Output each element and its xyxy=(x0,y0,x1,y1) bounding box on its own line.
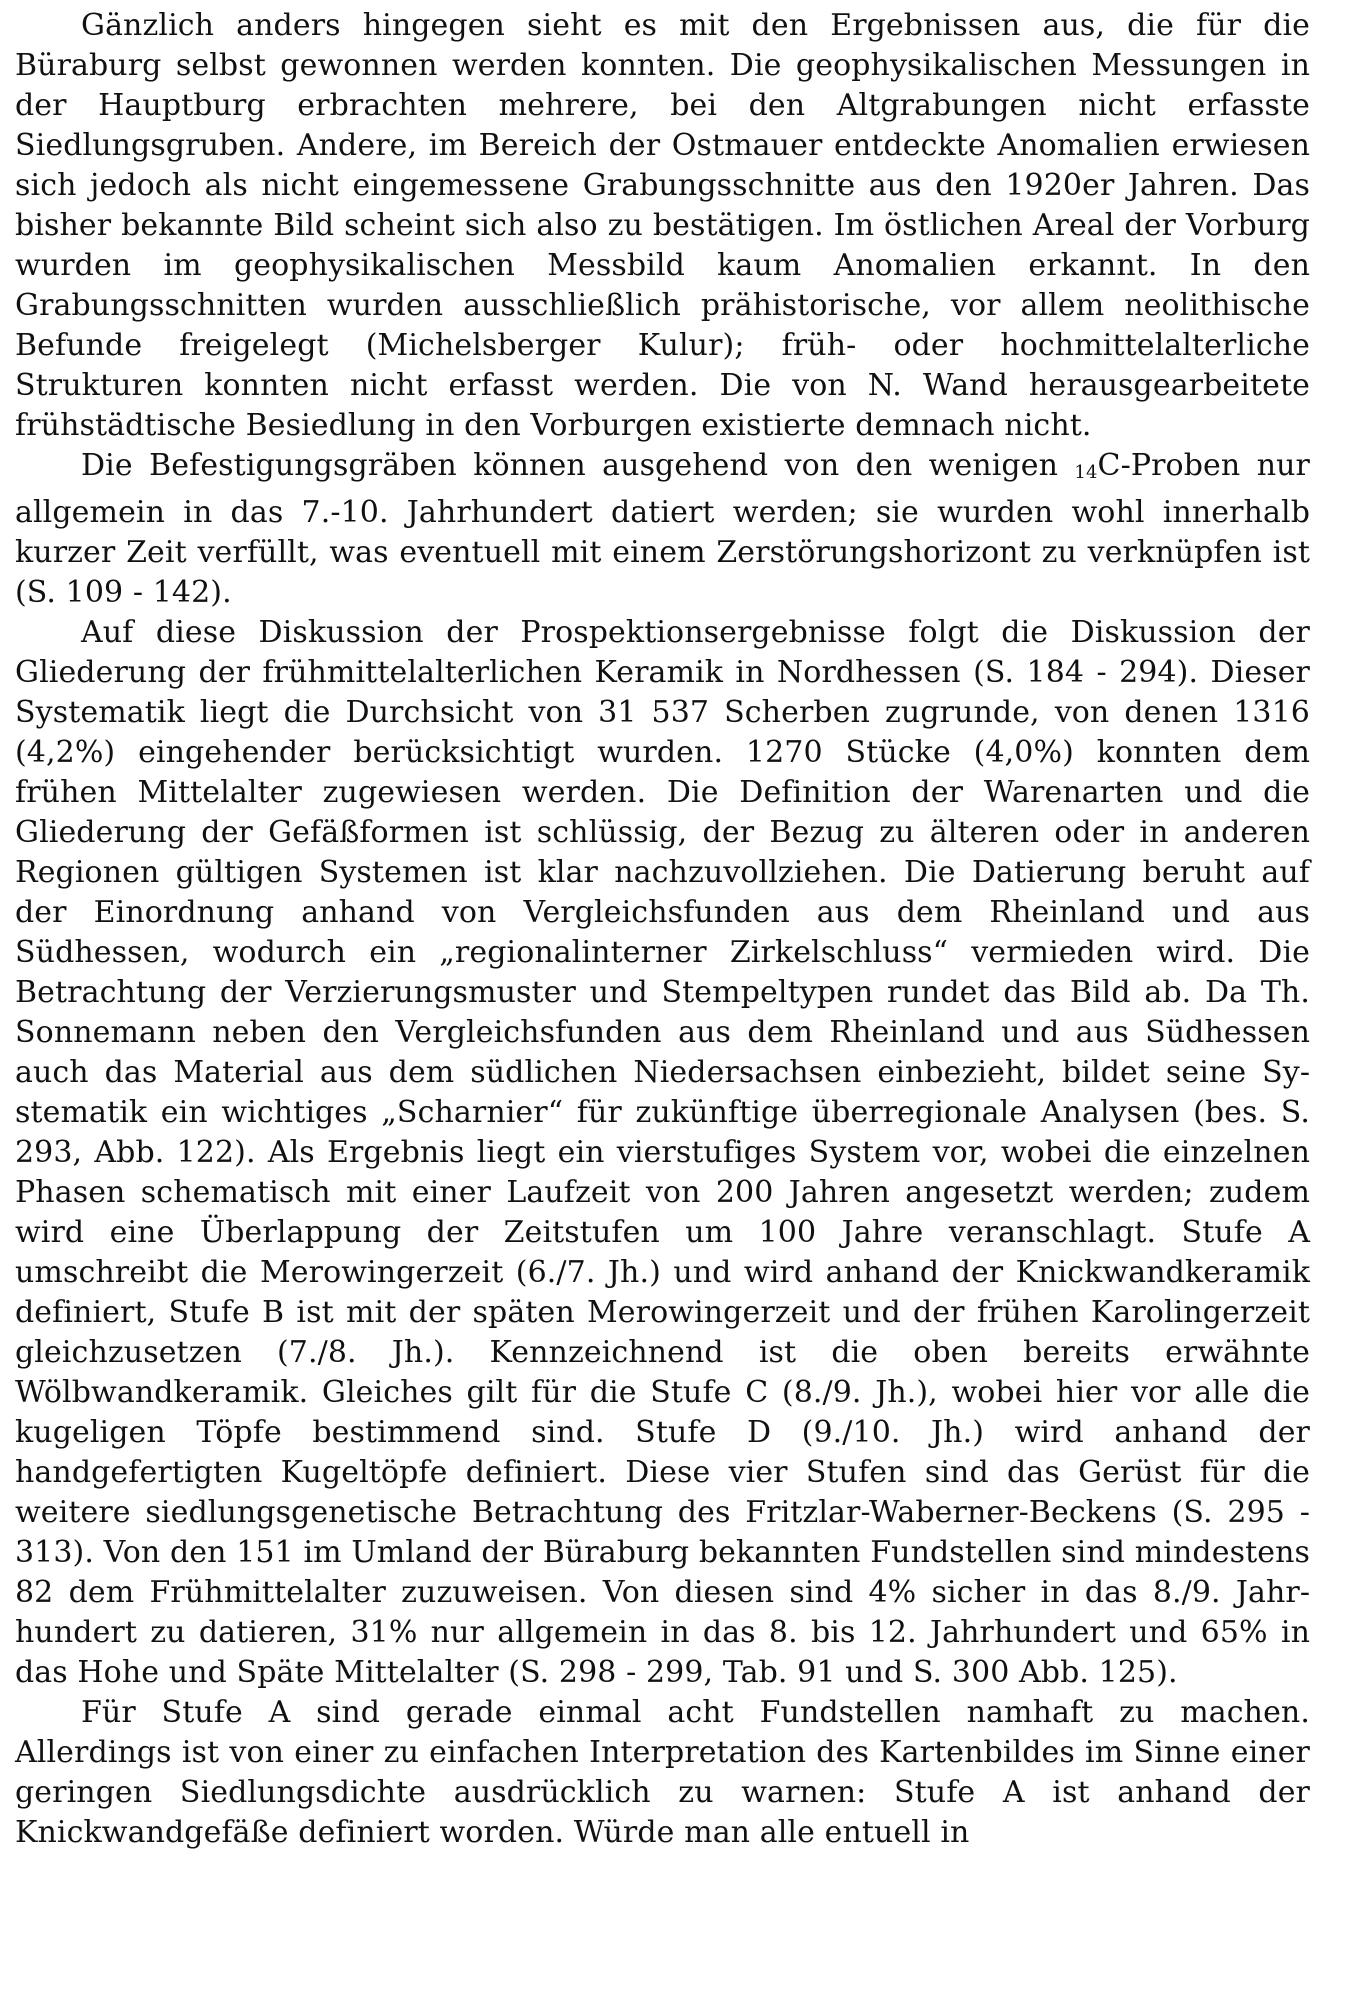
paragraph-1: Gänzlich anders hingegen sieht es mit den Ergebnissen aus, die für die Büraburg selbst gewonnen werden konnten. Die geophysikalischen Messungen in der Hauptburg erbrachten mehrere, bei den Altgrabungen nicht erfasste Siedlungsgruben. Andere, im Bereich der Ostmauer entdeckte Anomalien erwiesen sich jedoch als nicht eingemessene Grabungsschnitte aus den 1920er Jahren. Das bisher bekannte Bild scheint sich also zu bestätigen. Im östlichen Areal der Vorburg wurden im geophysikalischen Messbild kaum Anomalien erkannt. In den Grabungsschnitten wurden ausschließlich prähistorische, vor allem neolithische Befunde freigelegt (Michelsberger Kulur); früh- oder hochmittelalterliche Strukturen konnten nicht erfasst werden. Die von N. Wand herausgearbeitete frühstädtische Besiedlung in den Vorburgen existierte demnach nicht. xyxy=(15,8,1310,443)
document-page xyxy=(15,6,1310,1853)
paragraph-2-subscript: 14 xyxy=(1074,462,1098,483)
paragraph-4: Für Stufe A sind gerade einmal acht Fundstellen namhaft zu machen. Allerdings ist von einer zu einfachen Interpretation des Kartenbildes im Sinne einer geringen Siedlungsdichte ausdrücklich zu warnen: Stufe A ist anhand der Knickwandgefäße definiert worden. Würde man alle entuell in xyxy=(15,1695,1310,1850)
paragraph-3: Auf diese Diskussion der Prospektionsergebnisse folgt die Diskussion der Gliederung der frühmittelalterlichen Keramik in Nordhessen (S. 184 - 294). Dieser Systematik liegt die Durchsicht von 31 537 Scherben zugrunde, von denen 1316 (4,2%) eingehender berücksichtigt wurden. 1270 Stücke (4,0%) konnten dem frühen Mittelalter zugewiesen werden. Die Definition der Warenarten und die Gliederung der Gefäßformen ist schlüssig, der Bezug zu älteren oder in anderen Regionen gültigen Systemen ist klar nachzuvollziehen. Die Datierung beruht auf der Einordnung anhand von Vergleichsfunden aus dem Rheinland und aus Südhessen, wodurch ein „regionalinterner Zirkelschluss“ vermieden wird. Die Betrachtung der Verzierungsmuster und Stempeltypen rundet das Bild ab. Da Th. Sonnemann neben den Vergleichsfunden aus dem Rheinland und aus Südhessen auch das Material aus dem südlichen Niedersachsen einbezieht, bildet seine Systematik ein wichtiges „Scharnier“ für zukünftige überregionale Analysen (bes. S. 293, Abb. 122). Als Ergebnis liegt ein vierstufiges System vor, wobei die einzelnen Phasen schematisch mit einer Laufzeit von 200 Jahren angesetzt werden; zudem wird eine Überlappung der Zeitstufen um 100 Jahre veranschlagt. Stufe A umschreibt die Merowingerzeit (6./7. Jh.) und wird anhand der Knickwandkeramik definiert, Stufe B ist mit der späten Merowingerzeit und der frühen Karolingerzeit gleichzusetzen (7./8. Jh.). Kennzeichnend ist die oben bereits erwähnte Wölbwandkeramik. Gleiches gilt für die Stufe C (8./9. Jh.), wobei hier vor alle die kugeligen Töpfe bestimmend sind. Stufe D (9./10. Jh.) wird anhand der handgefertigten Kugeltöpfe definiert. Diese vier Stufen sind das Gerüst für die weitere siedlungsgenetische Betrachtung des Fritzlar-Waberner-Beckens (S. 295 - 313). Von den 151 im Umland der Büraburg bekannten Fundstellen sind mindestens 82 dem Frühmittelalter zuzuweisen. Von diesen sind 4% sicher in das 8./9. Jahrhundert zu datieren, 31% nur allgemein in das 8. bis 12. Jahrhundert und 65% in das Hohe und Späte Mittelalter (S. 298 - 299, Tab. 91 und S. 300 Abb. 125). xyxy=(15,615,1310,1690)
paragraph-2-text-after: C-Proben nur allgemein in das 7.-10. Jahrhundert datiert werden; sie wurden wohl innerhalb kurzer Zeit verfüllt, was eventuell mit einem Zerstörungshorizont zu verknüpfen ist (S. 109 - 142). xyxy=(15,448,1310,610)
paragraph-2 xyxy=(15,446,1310,613)
paragraph-2-text-before: Die Befestigungsgräben können ausgehend von den wenigen xyxy=(81,448,1075,483)
